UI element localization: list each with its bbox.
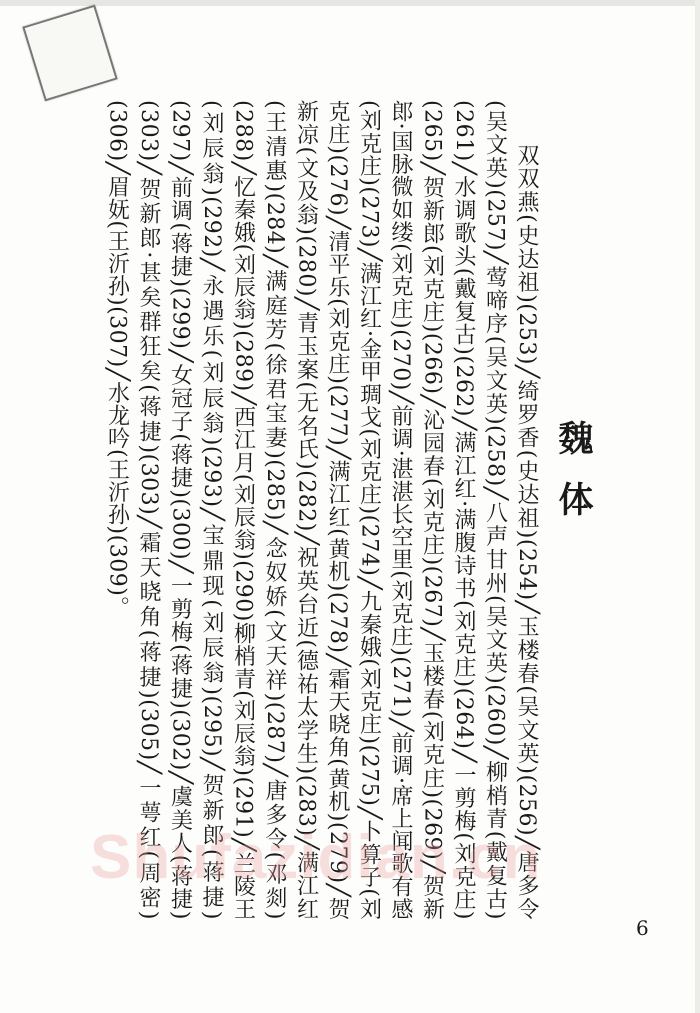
body-text: 双双燕(史达祖)(253)╱绮罗香(史达祖)(254)╱玉楼春(吴文英)(256)╱唐多令(吴文英)(257)╱莺啼序(吴文英)(258)╱八声甘州(吴文英)(260)╱柳梢青(戴复古)(261)╱水调歌头(戴复古)(262)╱满江红·满腹诗书(刘克庄)(264)╱一剪梅(刘克庄)(265)╱贺新郎(刘克庄)(266)╱沁园春(刘克庄)(267)╱玉楼春(刘克庄)(269)╱贺新郎·国脉微如缕(刘克庄)(270)╱前调·湛湛长空里(刘克庄)(271)╱前调·席上闻歌有感(刘克庄)(273)╱满江红·金甲琱戈(刘克庄)(274)╱九秦娥(刘克庄)(275)╱卜算子(刘克庄)(276)╱清平乐(刘克庄)(277)╱满江红(黄机)(278)╱霜天晓角(黄机)(279)╱贺新凉(文及翁)(280)╱青玉案(无名氏)(282)╱祝英台近(德祐太学生)(283)╱满江红(王清惠)(284)╱满庭芳(徐君宝妻)(285)╱念奴娇(文天祥)(287)╱唐多令(邓剡)(288)╱忆秦娥(刘辰翁)(289)╱西江月(刘辰翁)(290)柳梢青(刘辰翁)(291)╱兰陵王(刘辰翁)(292)╱永遇乐(刘辰翁)(293)╱宝鼎现(刘辰翁)(295)╱贺新郎(蒋捷)(297)╱前调(蒋捷)(299)╱女冠子(蒋捷)(300)╱一剪梅(蒋捷)(302)╱虞美人(蒋捷)(303)╱贺新郎·甚矣群狂矣(蒋捷)(303)╱霜天晓角(蒋捷)(305)╱一萼红(周密)(306)╱眉妩(王沂孙)(307)╱水龙吟(王沂孙)(309)。 [104,100,539,920]
page-edge [0,0,700,6]
section-title: 魏体 [553,420,594,542]
tape-patch [22,5,117,102]
page-edge-right [695,0,700,1013]
watermark: Shufazidian.cn [90,823,542,892]
page-number: 6 [636,916,649,940]
